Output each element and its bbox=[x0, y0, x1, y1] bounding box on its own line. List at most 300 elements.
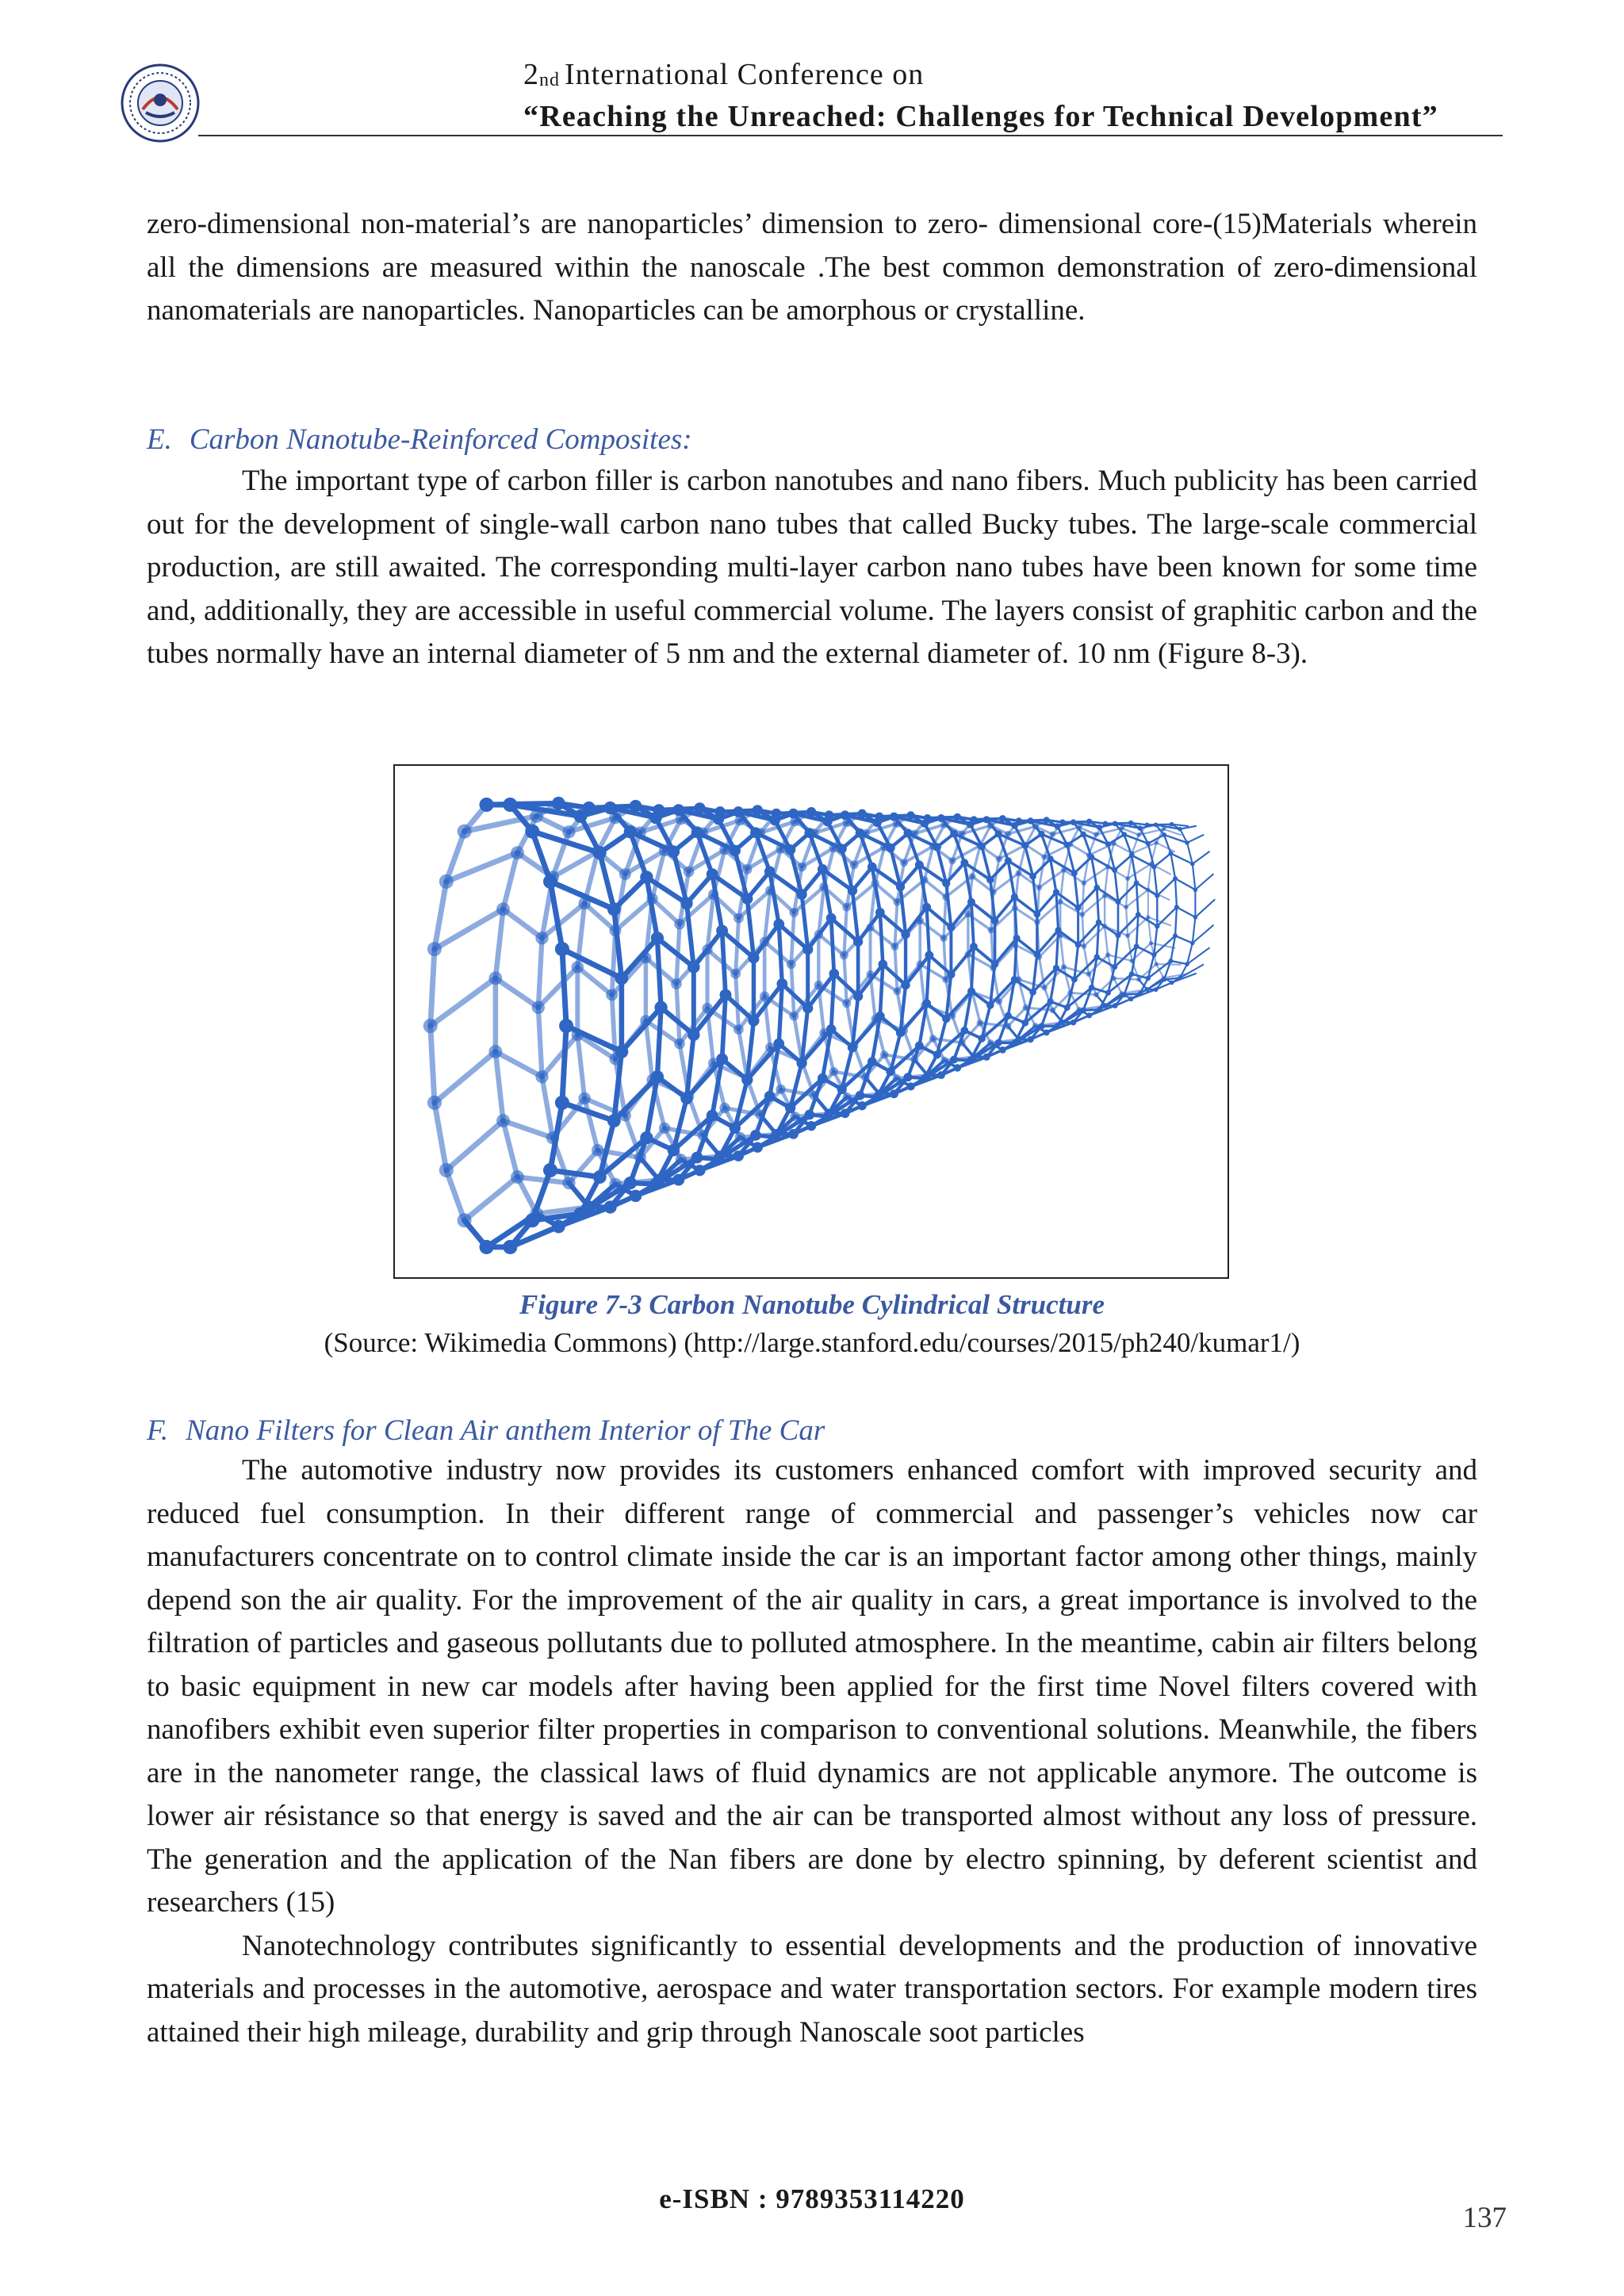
nanotube-bond bbox=[1151, 843, 1157, 864]
nanotube-bond bbox=[1071, 993, 1097, 994]
nanotube-atom bbox=[503, 1240, 517, 1254]
nanotube-atom bbox=[439, 1163, 454, 1177]
nanotube-atom bbox=[603, 1200, 616, 1213]
nanotube-atom bbox=[861, 1073, 870, 1081]
nanotube-atom bbox=[707, 1110, 718, 1122]
nanotube-atom bbox=[900, 859, 908, 867]
nanotube-atom bbox=[1029, 873, 1036, 880]
nanotube-atom bbox=[733, 1024, 744, 1035]
nanotube-atom bbox=[1115, 932, 1120, 938]
nanotube-atom bbox=[950, 830, 958, 838]
nanotube-bond bbox=[1148, 864, 1151, 890]
nanotube-atom bbox=[929, 1035, 937, 1043]
conference-name-text: International Conference on bbox=[565, 58, 925, 91]
nanotube-atom bbox=[1169, 851, 1174, 855]
nanotube-atom bbox=[1061, 867, 1067, 873]
nanotube-atom bbox=[753, 805, 763, 815]
nanotube-atom bbox=[1047, 855, 1053, 862]
nanotube-atom bbox=[1125, 876, 1130, 881]
nanotube-bond bbox=[446, 1121, 504, 1170]
nanotube-atom bbox=[829, 1067, 838, 1076]
nanotube-bond bbox=[791, 913, 795, 964]
nanotube-atom bbox=[619, 1110, 631, 1122]
nanotube-bond bbox=[1128, 936, 1132, 961]
nanotube-atom bbox=[1097, 825, 1102, 830]
nanotube-atom bbox=[659, 845, 670, 856]
nanotube-atom bbox=[971, 816, 978, 823]
nanotube-atom bbox=[583, 802, 596, 814]
nanotube-atom bbox=[942, 976, 949, 983]
nanotube-bond bbox=[1056, 892, 1059, 930]
section-f-paragraph-2: Nanotechnology contributes significantly to essential developments and the production of innovative materials and processes in the automotive, aerospace and water transportation sectors. For example modern tires attained their high mileage, durability and grip through Nanoscale soot particles bbox=[147, 1929, 1477, 2049]
nanotube-atom bbox=[640, 952, 651, 963]
nanotube-atom bbox=[1038, 831, 1044, 837]
nanotube-bond bbox=[504, 909, 542, 938]
nanotube-bond bbox=[435, 909, 504, 949]
nanotube-bond bbox=[435, 1103, 446, 1170]
page-number: 137 bbox=[1462, 2202, 1507, 2234]
nanotube-atom bbox=[776, 978, 787, 989]
nanotube-atom bbox=[853, 937, 863, 947]
nanotube-atom bbox=[583, 1200, 596, 1213]
nanotube-atom bbox=[1105, 841, 1111, 847]
nanotube-atom bbox=[1130, 959, 1135, 963]
nanotube-atom bbox=[607, 902, 621, 916]
nanotube-bond bbox=[1084, 855, 1089, 883]
nanotube-bond bbox=[542, 1077, 553, 1138]
nanotube-bond bbox=[1193, 925, 1213, 943]
nanotube-atom bbox=[735, 1132, 745, 1142]
nanotube-atom bbox=[1128, 821, 1133, 825]
nanotube-atom bbox=[609, 812, 622, 825]
nanotube-atom bbox=[742, 1073, 753, 1084]
nanotube-bond bbox=[435, 882, 446, 949]
nanotube-atom bbox=[694, 802, 705, 813]
nanotube-bond bbox=[645, 1020, 680, 1043]
nanotube-atom bbox=[676, 813, 687, 825]
nanotube-atom bbox=[624, 1177, 637, 1189]
nanotube-atom bbox=[1036, 885, 1043, 891]
nanotube-bond bbox=[854, 1019, 875, 1046]
nanotube-atom bbox=[969, 989, 976, 996]
nanotube-atom bbox=[789, 908, 799, 917]
nanotube-bond bbox=[562, 1026, 566, 1103]
nanotube-atom bbox=[572, 961, 584, 974]
nanotube-atom bbox=[921, 1001, 929, 1009]
nanotube-bond bbox=[1126, 878, 1128, 907]
nanotube-bond bbox=[431, 978, 496, 1026]
nanotube-bond bbox=[1187, 835, 1203, 843]
nanotube-atom bbox=[634, 1152, 646, 1164]
nanotube-atom bbox=[1050, 1008, 1056, 1014]
nanotube-bond bbox=[645, 1020, 652, 1080]
nanotube-atom bbox=[842, 903, 851, 912]
nanotube-atom bbox=[1096, 920, 1102, 926]
nanotube-atom bbox=[999, 1047, 1006, 1054]
nanotube-atom bbox=[742, 864, 753, 874]
nanotube-bond bbox=[584, 1098, 598, 1150]
nanotube-atom bbox=[525, 825, 539, 839]
nanotube-atom bbox=[1119, 991, 1124, 996]
nanotube-bond bbox=[871, 974, 875, 1019]
nanotube-atom bbox=[925, 951, 933, 959]
nanotube-atom bbox=[755, 828, 765, 838]
nanotube-atom bbox=[1044, 817, 1050, 823]
nanotube-atom bbox=[1044, 1029, 1050, 1035]
nanotube-atom bbox=[977, 1020, 984, 1027]
nanotube-atom bbox=[940, 821, 948, 828]
nanotube-atom bbox=[825, 810, 834, 820]
nanotube-atom bbox=[971, 1054, 978, 1061]
nanotube-bond bbox=[920, 964, 925, 1005]
nanotube-bond bbox=[1071, 844, 1089, 855]
nanotube-atom bbox=[458, 1213, 472, 1227]
nanotube-atom bbox=[684, 1091, 695, 1102]
nanotube-bond bbox=[1105, 867, 1108, 895]
nanotube-atom bbox=[901, 981, 910, 989]
nanotube-atom bbox=[496, 1114, 510, 1127]
nanotube-atom bbox=[764, 867, 776, 878]
nanotube-atom bbox=[609, 1178, 622, 1191]
nanotube-atom bbox=[730, 845, 741, 856]
nanotube-atom bbox=[773, 1039, 784, 1050]
nanotube-bond bbox=[894, 947, 897, 991]
nanotube-atom bbox=[1071, 1020, 1077, 1026]
nanotube-bond bbox=[1108, 955, 1132, 961]
nanotube-bond bbox=[847, 1004, 854, 1046]
nanotube-atom bbox=[730, 1123, 741, 1134]
nanotube-atom bbox=[772, 1129, 782, 1139]
nanotube-atom bbox=[1081, 943, 1086, 949]
nanotube-atom bbox=[1119, 825, 1124, 830]
nanotube-bond bbox=[562, 949, 566, 1026]
figure-caption bbox=[147, 1286, 1477, 1362]
nanotube-atom bbox=[837, 844, 846, 853]
nanotube-atom bbox=[555, 1096, 569, 1110]
nanotube-atom bbox=[978, 1035, 986, 1043]
nanotube-atom bbox=[1016, 1036, 1022, 1043]
nanotube-atom bbox=[1041, 985, 1048, 991]
nanotube-atom bbox=[842, 999, 851, 1008]
nanotube-bond bbox=[722, 995, 726, 1059]
nanotube-atom bbox=[1059, 1020, 1066, 1026]
nanotube-atom bbox=[1170, 822, 1174, 827]
nanotube-bond bbox=[906, 955, 929, 985]
nanotube-atom bbox=[1178, 827, 1182, 832]
nanotube-bond bbox=[971, 902, 974, 947]
nanotube-atom bbox=[810, 1091, 819, 1100]
nanotube-atom bbox=[1193, 915, 1198, 920]
nanotube-atom bbox=[559, 1019, 573, 1033]
nanotube-atom bbox=[1058, 899, 1063, 905]
nanotube-atom bbox=[1076, 1007, 1082, 1012]
nanotube-atom bbox=[772, 809, 782, 819]
nanotube-atom bbox=[940, 935, 947, 942]
nanotube-atom bbox=[646, 1074, 657, 1085]
nanotube-atom bbox=[1027, 1036, 1033, 1043]
nanotube-atom bbox=[1005, 1023, 1011, 1029]
nanotube-atom bbox=[788, 1129, 799, 1139]
nanotube-atom bbox=[697, 1130, 708, 1141]
nanotube-atom bbox=[1103, 821, 1109, 826]
nanotube-atom bbox=[720, 989, 732, 1001]
nanotube-atom bbox=[765, 1043, 775, 1052]
nanotube-atom bbox=[861, 829, 870, 838]
nanotube-atom bbox=[1155, 894, 1159, 898]
nanotube-atom bbox=[707, 868, 718, 880]
nanotube-atom bbox=[684, 867, 695, 878]
nanotube-atom bbox=[572, 1028, 584, 1041]
nanotube-atom bbox=[1136, 912, 1141, 917]
nanotube-atom bbox=[714, 1150, 726, 1161]
footer-isbn: e-ISBN : 9789353114220 bbox=[659, 2183, 965, 2214]
nanotube-atom bbox=[954, 1064, 962, 1072]
nanotube-atom bbox=[983, 816, 990, 823]
nanotube-atom bbox=[1129, 971, 1135, 977]
section-e-body bbox=[147, 460, 1477, 676]
nanotube-atom bbox=[535, 932, 548, 944]
nanotube-bond bbox=[1195, 874, 1212, 890]
nanotube-atom bbox=[552, 1220, 565, 1234]
section-e-heading bbox=[147, 419, 1477, 461]
nanotube-atom bbox=[916, 960, 924, 968]
nanotube-atom bbox=[929, 843, 937, 851]
nanotube-atom bbox=[735, 815, 745, 825]
nanotube-atom bbox=[546, 871, 559, 883]
nanotube-atom bbox=[996, 855, 1002, 862]
nanotube-bond bbox=[538, 967, 577, 1008]
nanotube-bond bbox=[542, 1035, 578, 1077]
nanotube-bond bbox=[1015, 873, 1019, 908]
nanotube-atom bbox=[940, 1057, 948, 1065]
nanotube-atom bbox=[764, 1091, 776, 1102]
nanotube-atom bbox=[1075, 942, 1082, 948]
nanotube-atom bbox=[933, 1050, 941, 1058]
nanotube-atom bbox=[840, 951, 848, 959]
nanotube-atom bbox=[1061, 964, 1067, 970]
nanotube-atom bbox=[806, 1121, 816, 1131]
nanotube-atom bbox=[1151, 952, 1156, 957]
nanotube-atom bbox=[1112, 867, 1117, 873]
nanotube-atom bbox=[790, 1112, 799, 1121]
nanotube-atom bbox=[1115, 899, 1120, 905]
nanotube-atom bbox=[904, 1073, 913, 1081]
nanotube-atom bbox=[578, 1093, 591, 1105]
nanotube-atom bbox=[680, 897, 693, 910]
nanotube-atom bbox=[1149, 941, 1154, 946]
nanotube-atom bbox=[987, 822, 994, 829]
nanotube-atom bbox=[988, 927, 994, 933]
nanotube-atom bbox=[716, 924, 728, 936]
nanotube-atom bbox=[555, 942, 569, 956]
nanotube-atom bbox=[1027, 817, 1033, 824]
nanotube-bond bbox=[844, 907, 846, 955]
nanotube-atom bbox=[802, 944, 813, 955]
nanotube-atom bbox=[891, 943, 898, 951]
nanotube-atom bbox=[676, 1154, 687, 1165]
nanotube-bond bbox=[927, 955, 929, 1004]
nanotube-atom bbox=[942, 879, 950, 887]
nanotube-atom bbox=[479, 798, 493, 812]
nanotube-atom bbox=[866, 970, 874, 978]
section-f-heading bbox=[147, 1410, 1477, 1452]
nanotube-atom bbox=[1011, 894, 1018, 901]
nanotube-atom bbox=[654, 1001, 667, 1014]
nanotube-atom bbox=[948, 1012, 956, 1020]
nanotube-atom bbox=[1146, 841, 1151, 846]
nanotube-atom bbox=[871, 879, 879, 887]
nanotube-bond bbox=[504, 1121, 518, 1177]
nanotube-atom bbox=[960, 1027, 968, 1035]
nanotube-bond bbox=[1037, 892, 1056, 914]
conference-ordinal-suffix: nd bbox=[539, 70, 560, 90]
nanotube-atom bbox=[901, 930, 910, 939]
nanotube-bond bbox=[779, 984, 782, 1043]
intro-section bbox=[147, 203, 1477, 333]
nanotube-atom bbox=[814, 930, 823, 939]
nanotube-atom bbox=[950, 1056, 958, 1064]
nanotube-atom bbox=[765, 886, 775, 895]
nanotube-atom bbox=[797, 1057, 806, 1066]
nanotube-atom bbox=[1094, 832, 1099, 837]
nanotube-atom bbox=[1173, 933, 1178, 938]
nanotube-bond bbox=[933, 1039, 962, 1043]
nanotube-atom bbox=[671, 978, 682, 989]
nanotube-atom bbox=[893, 1074, 901, 1082]
nanotube-bond bbox=[1136, 915, 1138, 947]
nanotube-bond bbox=[657, 1008, 661, 1077]
nanotube-atom bbox=[532, 1001, 545, 1014]
nanotube-atom bbox=[543, 1163, 557, 1177]
nanotube-atom bbox=[1036, 954, 1043, 960]
nanotube-atom bbox=[906, 1082, 914, 1090]
nanotube-atom bbox=[806, 807, 816, 817]
nanotube-atom bbox=[1016, 870, 1022, 876]
nanotube-bond bbox=[1193, 864, 1196, 890]
nanotube-bond bbox=[1074, 945, 1078, 980]
nanotube-atom bbox=[856, 1091, 865, 1100]
nanotube-atom bbox=[646, 893, 657, 904]
nanotube-atom bbox=[562, 1177, 575, 1189]
nanotube-atom bbox=[1081, 880, 1086, 886]
nanotube-atom bbox=[1005, 1012, 1012, 1020]
section-f-title: Nano Filters for Clean Air anthem Interior of The Car bbox=[186, 1414, 825, 1447]
nanotube-atom bbox=[1038, 1023, 1044, 1029]
nanotube-atom bbox=[1071, 870, 1078, 876]
nanotube-atom bbox=[1016, 817, 1022, 824]
nanotube-atom bbox=[1137, 825, 1142, 830]
nanotube-atom bbox=[1023, 1004, 1029, 1011]
nanotube-atom bbox=[1058, 932, 1063, 938]
nanotube-atom bbox=[910, 830, 918, 838]
nanotube-bond bbox=[431, 949, 435, 1026]
nanotube-bond bbox=[1170, 961, 1187, 964]
nanotube-atom bbox=[785, 1103, 795, 1113]
nanotube-atom bbox=[977, 842, 984, 849]
nanotube-bond bbox=[1156, 843, 1174, 851]
nanotube-bond bbox=[944, 897, 946, 938]
nanotube-atom bbox=[439, 874, 454, 889]
nanotube-atom bbox=[965, 951, 972, 958]
nanotube-bond bbox=[1175, 907, 1177, 936]
nanotube-atom bbox=[826, 913, 837, 924]
nanotube-atom bbox=[1146, 976, 1151, 981]
nanotube-atom bbox=[753, 1142, 763, 1153]
nanotube-atom bbox=[488, 971, 502, 985]
nanotube-atom bbox=[1034, 920, 1040, 926]
header-divider bbox=[198, 135, 1503, 136]
nanotube-atom bbox=[702, 944, 712, 955]
nanotube-atom bbox=[1067, 990, 1073, 996]
nanotube-atom bbox=[1064, 1004, 1071, 1011]
nanotube-atom bbox=[954, 813, 962, 821]
nanotube-bond bbox=[925, 1005, 933, 1039]
nanotube-atom bbox=[829, 844, 838, 852]
nanotube-bond bbox=[496, 1051, 504, 1120]
nanotube-atom bbox=[702, 1003, 712, 1013]
nanotube-atom bbox=[708, 1058, 718, 1068]
nanotube-atom bbox=[653, 804, 665, 816]
nanotube-atom bbox=[1005, 857, 1012, 864]
nanotube-bond bbox=[446, 1170, 465, 1220]
nanotube-bond bbox=[435, 1051, 496, 1102]
nanotube-atom bbox=[818, 1073, 828, 1084]
nanotube-bond bbox=[431, 1026, 435, 1103]
nanotube-bond bbox=[993, 968, 998, 1001]
nanotube-atom bbox=[1130, 851, 1135, 855]
nanotube-bond bbox=[1154, 867, 1157, 895]
nanotube-bond bbox=[1175, 878, 1177, 907]
nanotube-atom bbox=[1162, 976, 1166, 981]
nanotube-atom bbox=[773, 919, 784, 930]
nanotube-bond bbox=[1092, 857, 1097, 888]
nanotube-atom bbox=[741, 893, 753, 904]
nanotube-atom bbox=[1079, 912, 1085, 917]
nanotube-bond bbox=[1195, 900, 1214, 917]
nanotube-atom bbox=[871, 1015, 879, 1023]
nanotube-bond bbox=[894, 902, 897, 947]
nanotube-bond bbox=[1157, 878, 1175, 896]
nanotube-atom bbox=[1146, 887, 1151, 892]
nanotube-atom bbox=[789, 1012, 799, 1021]
nanotube-atom bbox=[1080, 832, 1086, 838]
nanotube-atom bbox=[427, 942, 442, 956]
nanotube-atom bbox=[630, 1190, 642, 1203]
nanotube-atom bbox=[942, 894, 949, 901]
nanotube-atom bbox=[535, 1070, 548, 1083]
page-header bbox=[119, 55, 1507, 138]
nanotube-atom bbox=[668, 1144, 680, 1157]
nanotube-bond bbox=[736, 974, 739, 1029]
nanotube-atom bbox=[511, 1170, 524, 1184]
nanotube-bond bbox=[612, 931, 615, 995]
nanotube-atom bbox=[1111, 976, 1116, 981]
nanotube-atom bbox=[999, 815, 1006, 822]
nanotube-bond bbox=[831, 974, 834, 1029]
nanotube-atom bbox=[841, 1109, 850, 1119]
nanotube-atom bbox=[1067, 841, 1073, 847]
nanotube-bond bbox=[1097, 888, 1098, 923]
nanotube-bond bbox=[1126, 907, 1128, 936]
nanotube-bond bbox=[927, 907, 952, 928]
nanotube-bond bbox=[736, 918, 739, 974]
nanotube-atom bbox=[708, 890, 718, 900]
nanotube-atom bbox=[609, 1053, 621, 1065]
nanotube-atom bbox=[843, 818, 852, 827]
nanotube-atom bbox=[1185, 962, 1189, 966]
nanotube-atom bbox=[880, 843, 888, 851]
nanotube-atom bbox=[546, 1131, 559, 1144]
